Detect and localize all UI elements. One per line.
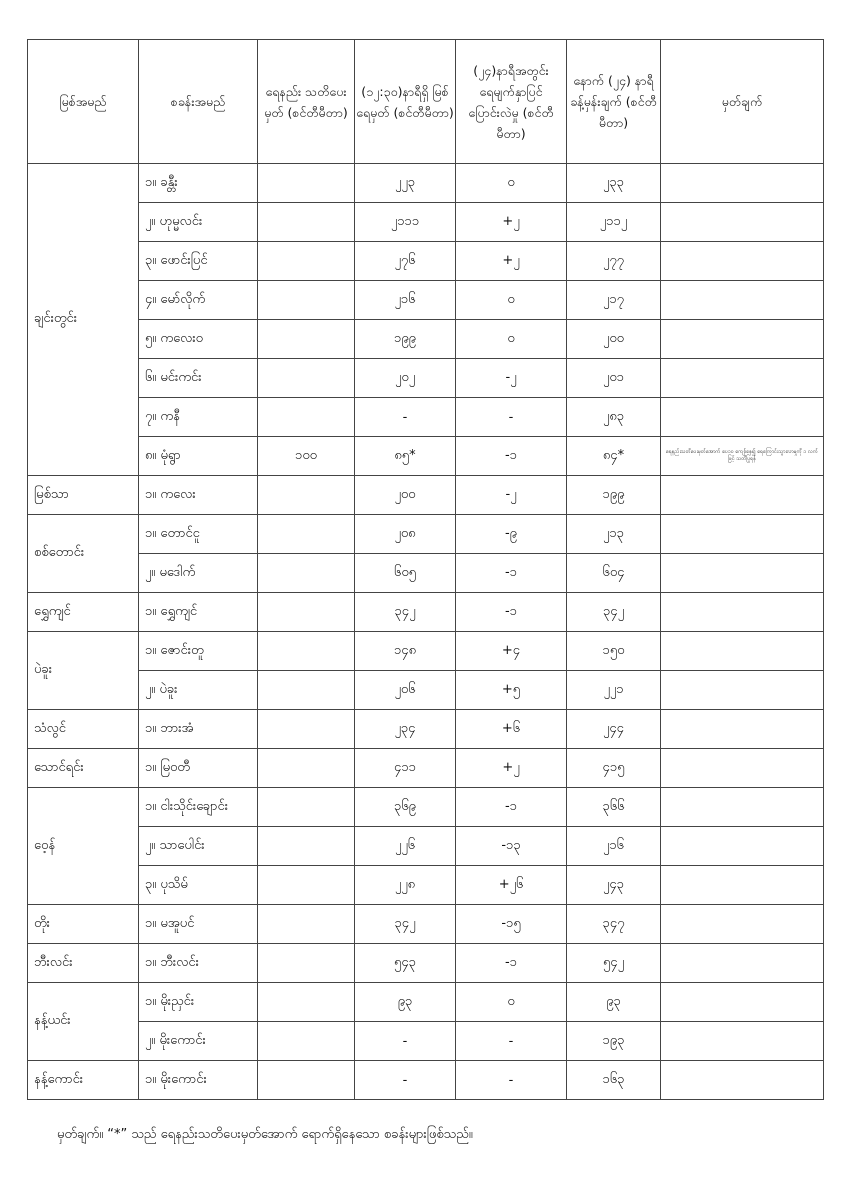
level-change: ၀ [456, 164, 567, 203]
current-level: - [355, 1061, 456, 1100]
forecast-level: ၆၀၄ [567, 554, 661, 593]
forecast-level: ၁၉၃ [567, 1022, 661, 1061]
remark [661, 749, 824, 788]
station-name: ၆။ မင်းကင်း [139, 359, 258, 398]
table-row [28, 983, 824, 1022]
forecast-level: ၂၁၆ [567, 827, 661, 866]
level-change: -၁ [456, 788, 567, 827]
remark [661, 1022, 824, 1061]
header-24h-change: (၂၄)နာရီအတွင်း ရေမျက်နှာပြင် ပြောင်းလဲမှု (စင်တီမီတာ) [456, 40, 567, 164]
station-name: ၃။ ဖောင်းပြင် [139, 242, 258, 281]
level-change: -၂ [456, 359, 567, 398]
warning-level [258, 632, 355, 671]
river-name: တိုး [28, 905, 139, 944]
warning-level [258, 554, 355, 593]
table-row [28, 515, 824, 554]
table-row [28, 281, 824, 320]
table-row [28, 554, 824, 593]
river-name: သောင်ရင်း [28, 749, 139, 788]
forecast-level: ၂၀၁ [567, 359, 661, 398]
remark [661, 320, 824, 359]
warning-level [258, 671, 355, 710]
current-level: ၂၇၆ [355, 242, 456, 281]
remark [661, 866, 824, 905]
station-name: ၁။ ငါးသိုင်းချောင်း [139, 788, 258, 827]
river-name: သံလွင် [28, 710, 139, 749]
remark: ရေနည်းသတိပေးမှတ်အောက် ပေ၁၀ ကျော်နေ၍ ရေကြောင်းသွားလာမှုကို ၁ လက်ဖြင့် သတိပြုရန် [661, 437, 824, 476]
warning-level [258, 359, 355, 398]
current-level: ၂၀၆ [355, 671, 456, 710]
warning-level [258, 593, 355, 632]
current-level: ၄၁၁ [355, 749, 456, 788]
warning-level [258, 710, 355, 749]
header-24h-forecast: နောက် (၂၄) နာရီ ခန့်မှန်းချက် (စင်တီမီတာ) [567, 40, 661, 164]
current-level: ၆၀၅ [355, 554, 456, 593]
remark [661, 203, 824, 242]
level-change: +၂ [456, 242, 567, 281]
station-name: ၁။ ဘီးလင်း [139, 944, 258, 983]
river-name: စစ်တောင်း [28, 515, 139, 593]
header-row [28, 40, 824, 164]
warning-level [258, 515, 355, 554]
warning-level [258, 788, 355, 827]
forecast-level: ၂၁၇ [567, 281, 661, 320]
station-name: ၃။ ပုသိမ် [139, 866, 258, 905]
table-row [28, 710, 824, 749]
station-name: ၂။ မဒေါက် [139, 554, 258, 593]
warning-level [258, 866, 355, 905]
forecast-level: ၂၈၃ [567, 398, 661, 437]
station-name: ၄။ မော်လိုက် [139, 281, 258, 320]
level-change: - [456, 398, 567, 437]
table-row [28, 671, 824, 710]
current-level: ၁၄၈ [355, 632, 456, 671]
forecast-level: ၂၁၁၂ [567, 203, 661, 242]
current-level: ၈၅* [355, 437, 456, 476]
station-name: ၇။ ကနီ [139, 398, 258, 437]
river-level-table [27, 39, 824, 1100]
level-change: ၀ [456, 983, 567, 1022]
river-name: ဘီးလင်း [28, 944, 139, 983]
warning-level [258, 476, 355, 515]
station-name: ၁။ ရွှေကျင် [139, 593, 258, 632]
station-name: ၂။ ဟုမ္မလင်း [139, 203, 258, 242]
warning-level [258, 281, 355, 320]
forecast-level: ၈၄* [567, 437, 661, 476]
station-name: ၅။ ကလေးဝ [139, 320, 258, 359]
remark [661, 398, 824, 437]
remark [661, 788, 824, 827]
forecast-level: ၃၄၇ [567, 905, 661, 944]
current-level: ၂၂၈ [355, 866, 456, 905]
remark [661, 944, 824, 983]
remark [661, 476, 824, 515]
forecast-level: ၅၄၂ [567, 944, 661, 983]
current-level: ၁၉၉ [355, 320, 456, 359]
river-name: နန့်ကောင်း [28, 1061, 139, 1100]
remark [661, 983, 824, 1022]
level-change: -၉ [456, 515, 567, 554]
table-row [28, 242, 824, 281]
station-name: ၁။ မိုးကောင်း [139, 1061, 258, 1100]
table-row [28, 203, 824, 242]
warning-level [258, 203, 355, 242]
forecast-level: ၁၅၀ [567, 632, 661, 671]
current-level: ၂၀၈ [355, 515, 456, 554]
warning-level: ၁၀၀ [258, 437, 355, 476]
current-level: ၅၄၃ [355, 944, 456, 983]
table-row [28, 593, 824, 632]
warning-level [258, 1061, 355, 1100]
current-level: ၂၁၁၁ [355, 203, 456, 242]
warning-level [258, 905, 355, 944]
remark [661, 164, 824, 203]
forecast-level: ၂၀၀ [567, 320, 661, 359]
table-row [28, 398, 824, 437]
river-name: ရွှေကျင် [28, 593, 139, 632]
forecast-level: ၁၉၉ [567, 476, 661, 515]
level-change: +၆ [456, 710, 567, 749]
warning-level [258, 242, 355, 281]
forecast-level: ၃၆၆ [567, 788, 661, 827]
station-name: ၁။ မိုးညှင်း [139, 983, 258, 1022]
current-level: ၂၀၂ [355, 359, 456, 398]
remark [661, 281, 824, 320]
level-change: -၁၃ [456, 827, 567, 866]
header-river: မြစ်အမည် [28, 40, 139, 164]
forecast-level: ၉၃ [567, 983, 661, 1022]
remark [661, 515, 824, 554]
table-row [28, 320, 824, 359]
table-row [28, 359, 824, 398]
warning-level [258, 1022, 355, 1061]
forecast-level: ၂၇၇ [567, 242, 661, 281]
station-name: ၁။ မအူပင် [139, 905, 258, 944]
river-name: ဝေ့န် [28, 788, 139, 905]
table-row [28, 1022, 824, 1061]
table-row [28, 944, 824, 983]
forecast-level: ၂၄၃ [567, 866, 661, 905]
table-row [28, 632, 824, 671]
river-name: မြစ်သာ [28, 476, 139, 515]
level-change: +၂၆ [456, 866, 567, 905]
current-level: ၂၂၃ [355, 164, 456, 203]
remark [661, 242, 824, 281]
table-row [28, 437, 824, 476]
table-row [28, 788, 824, 827]
table-row [28, 476, 824, 515]
remark [661, 671, 824, 710]
level-change: +၅ [456, 671, 567, 710]
forecast-level: ၄၁၅ [567, 749, 661, 788]
table-row [28, 866, 824, 905]
current-level: - [355, 398, 456, 437]
level-change: ၀ [456, 320, 567, 359]
table-body [28, 164, 824, 1100]
current-level: ၂၃၄ [355, 710, 456, 749]
station-name: ၁။ ဘားအံ [139, 710, 258, 749]
level-change: -၁ [456, 554, 567, 593]
remark [661, 632, 824, 671]
station-name: ၁။ မြဝတီ [139, 749, 258, 788]
forecast-level: ၂၃၃ [567, 164, 661, 203]
station-name: ၁။ ခန္တီး [139, 164, 258, 203]
station-name: ၈။ မုံရွာ [139, 437, 258, 476]
river-name: နန့်ယင်း [28, 983, 139, 1061]
warning-level [258, 827, 355, 866]
warning-level [258, 398, 355, 437]
station-name: ၁။ ကလေး [139, 476, 258, 515]
station-name: ၂။ ပဲခူး [139, 671, 258, 710]
remark [661, 1061, 824, 1100]
warning-level [258, 983, 355, 1022]
current-level: ၉၃ [355, 983, 456, 1022]
header-warning-level: ရေနည်း သတိပေးမှတ် (စင်တီမီတာ) [258, 40, 355, 164]
table-row [28, 164, 824, 203]
current-level: - [355, 1022, 456, 1061]
forecast-level: ၃၄၂ [567, 593, 661, 632]
level-change: +၂ [456, 203, 567, 242]
station-name: ၂။ သာပေါင်း [139, 827, 258, 866]
river-name: ပဲခူး [28, 632, 139, 710]
warning-level [258, 749, 355, 788]
forecast-level: ၂၁၃ [567, 515, 661, 554]
remark [661, 905, 824, 944]
remark [661, 710, 824, 749]
forecast-level: ၁၆၃ [567, 1061, 661, 1100]
remark [661, 827, 824, 866]
forecast-level: ၂၂၁ [567, 671, 661, 710]
warning-level [258, 164, 355, 203]
header-remarks: မှတ်ချက် [661, 40, 824, 164]
level-change: -၁ [456, 944, 567, 983]
current-level: ၃၄၂ [355, 593, 456, 632]
station-name: ၁။ တောင်ငူ [139, 515, 258, 554]
level-change: -၁ [456, 437, 567, 476]
current-level: ၃၆၉ [355, 788, 456, 827]
level-change: - [456, 1061, 567, 1100]
remark [661, 359, 824, 398]
table-row [28, 905, 824, 944]
remark [661, 554, 824, 593]
level-change: - [456, 1022, 567, 1061]
current-level: ၂၂၆ [355, 827, 456, 866]
current-level: ၃၄၂ [355, 905, 456, 944]
remark [661, 593, 824, 632]
station-name: ၁။ ဇောင်းတူ [139, 632, 258, 671]
station-name: ၂။ မိုးကောင်း [139, 1022, 258, 1061]
footnote: မှတ်ချက်။ “*” သည် ရေနည်းသတိပေးမှတ်အောက် ရောက်ရှိနေသော စခန်းများဖြစ်သည်။ [57, 1127, 473, 1142]
header-current-level: (၁၂:၃၀)နာရီရှိ မြစ်ရေမှတ် (စင်တီမီတာ) [355, 40, 456, 164]
level-change: -၁၅ [456, 905, 567, 944]
level-change: ၀ [456, 281, 567, 320]
table-row [28, 1061, 824, 1100]
level-change: +၂ [456, 749, 567, 788]
forecast-level: ၂၄၄ [567, 710, 661, 749]
warning-level [258, 944, 355, 983]
table-row [28, 827, 824, 866]
current-level: ၂၁၆ [355, 281, 456, 320]
level-change: -၂ [456, 476, 567, 515]
table-row [28, 749, 824, 788]
header-station: စခန်းအမည် [139, 40, 258, 164]
level-change: -၁ [456, 593, 567, 632]
level-change: +၄ [456, 632, 567, 671]
river-name: ချင်းတွင်း [28, 164, 139, 476]
warning-level [258, 320, 355, 359]
current-level: ၂၀၀ [355, 476, 456, 515]
